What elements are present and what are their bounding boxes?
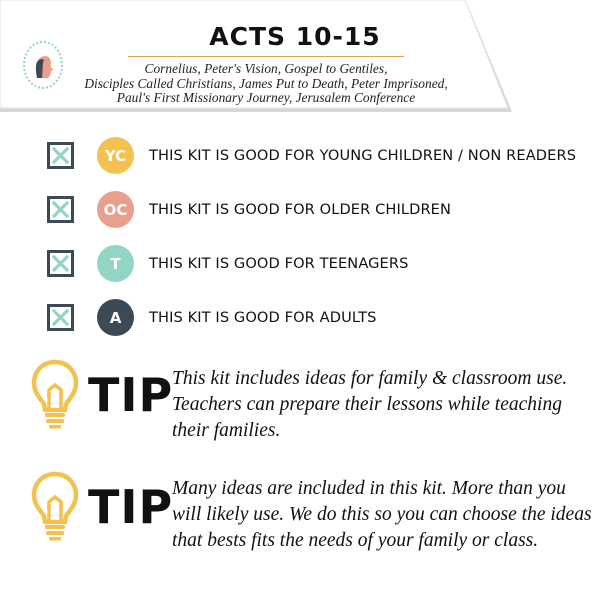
subtitle-line: Cornelius, Peter's Vision, Gospel to Gentiles, [144,61,388,76]
audience-row-a [47,299,587,339]
audience-label: THIS KIT IS GOOD FOR TEENAGERS [149,255,409,272]
badge-a: A [97,299,134,336]
badge-t: T [97,245,134,282]
subtitle-line: Disciples Called Christians, James Put to Death, Peter Imprisoned, [84,75,448,91]
title-divider [128,56,404,57]
checkbox-t[interactable] [47,250,74,277]
tip-block [30,358,590,458]
tip-text: This kit includes ideas for family & classroom use. Teachers can prepare their lessons while teaching their families. [172,368,568,441]
checkbox-yc[interactable] [47,142,74,169]
badge-oc: OC [97,191,134,228]
tip-heading: TIP [88,368,174,422]
subtitle [60,62,472,106]
tip-heading: TIP [88,480,174,534]
lightbulb-icon [30,470,80,547]
x-mark-icon [52,147,69,164]
audience-label: THIS KIT IS GOOD FOR ADULTS [149,309,377,326]
audience-row-t [47,245,587,285]
x-mark-icon [52,255,69,272]
lightbulb-icon [30,358,80,435]
tip-text: Many ideas are included in this kit. More than you will likely use. We do this so you can choose the ideas that bests fits the needs of your family or class. [172,478,592,551]
x-mark-icon [52,309,69,326]
audience-label: THIS KIT IS GOOD FOR YOUNG CHILDREN / NON READERS [149,147,577,164]
audience-row-oc [47,191,587,231]
x-mark-icon [52,201,69,218]
checkbox-oc[interactable] [47,196,74,223]
badge-yc: YC [97,137,134,174]
tip-block [30,470,590,590]
audience-row-yc [47,137,587,177]
checkbox-a[interactable] [47,304,74,331]
subtitle-line: Paul's First Missionary Journey, Jerusalem Conference [116,90,416,105]
page-title: ACTS 10-15 [209,22,381,51]
header-banner [0,0,600,120]
audience-label: THIS KIT IS GOOD FOR OLDER CHILDREN [149,201,452,218]
